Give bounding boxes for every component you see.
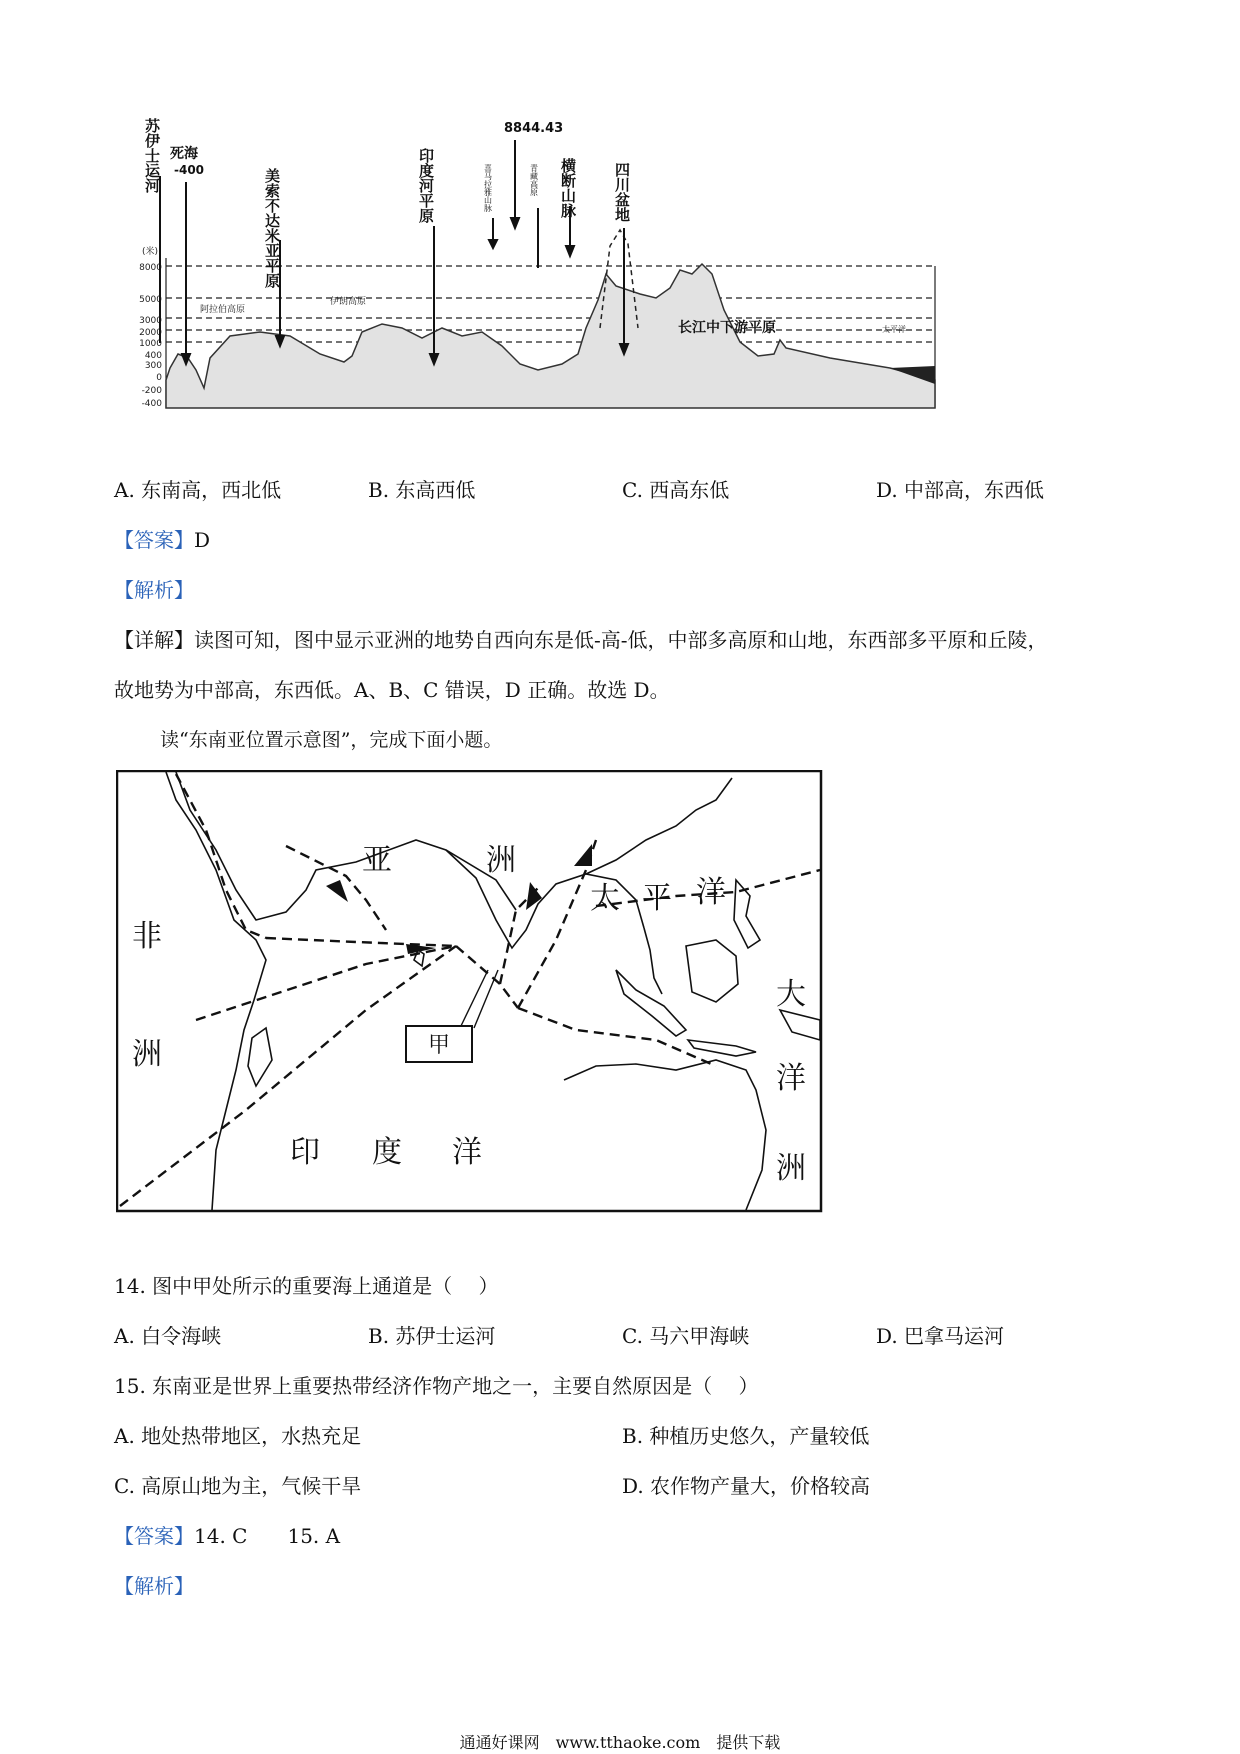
pacific-label-1: 太 bbox=[590, 881, 620, 916]
answer-value-15: 15. A bbox=[287, 1524, 341, 1548]
detail-line-1 bbox=[114, 626, 1048, 654]
indian-label-1: 印 bbox=[290, 1135, 320, 1170]
q14-stem: 14. 图中甲处所示的重要海上通道是（ ） bbox=[114, 1274, 499, 1298]
suez-label: 苏伊士运河 bbox=[143, 118, 161, 193]
pacific-label: 太平洋 bbox=[882, 325, 906, 334]
deadsea-value: -400 bbox=[174, 163, 205, 177]
answer-label: 【答案】 bbox=[114, 528, 194, 552]
q14-option-b[interactable]: B. 苏伊士运河 bbox=[368, 1324, 496, 1348]
arabia-label: 阿拉伯高原 bbox=[200, 305, 246, 315]
analysis-label: 【解析】 bbox=[114, 578, 194, 602]
intro-text: 读“东南亚位置示意图”，完成下面小题。 bbox=[160, 729, 503, 751]
detail-line-2: 故地势为中部高，东西低。A、B、C 错误，D 正确。故选 D。 bbox=[114, 678, 670, 702]
y-unit: (米) bbox=[141, 247, 158, 257]
y-tick: -200 bbox=[141, 386, 162, 396]
y-tick: 300 bbox=[144, 361, 162, 371]
answer-value-14: 14. C bbox=[194, 1524, 248, 1548]
q15-option-c[interactable]: C. 高原山地为主，气候干旱 bbox=[114, 1474, 362, 1498]
q13-option-a[interactable]: A. 东南高，西北低 bbox=[114, 478, 282, 502]
oceania-label-3: 洲 bbox=[776, 1151, 806, 1186]
southeast-asia-map bbox=[116, 770, 824, 1214]
meso-label: 美索不达米亚平原 bbox=[263, 168, 281, 288]
q15-option-b[interactable]: B. 种植历史悠久，产量较低 bbox=[622, 1424, 870, 1448]
y-tick: -400 bbox=[141, 399, 162, 409]
y-tick: 1000 bbox=[139, 339, 162, 349]
q14-option-c[interactable]: C. 马六甲海峡 bbox=[622, 1324, 750, 1348]
q13-option-d[interactable]: D. 中部高，东西低 bbox=[876, 478, 1045, 502]
y-tick: 5000 bbox=[139, 295, 162, 305]
y-tick: 0 bbox=[156, 373, 162, 383]
hengduan-label: 横断山脉 bbox=[559, 158, 577, 218]
indian-label-3: 洋 bbox=[452, 1135, 482, 1170]
yangtze-label: 长江中下游平原 bbox=[678, 320, 776, 336]
africa-label-2: 洲 bbox=[132, 1037, 162, 1072]
q15-option-d[interactable]: D. 农作物产量大，价格较高 bbox=[622, 1474, 871, 1498]
q13-option-b[interactable]: B. 东高西低 bbox=[368, 478, 476, 502]
indus-label: 印度河平原 bbox=[417, 148, 435, 223]
q13-option-c[interactable]: C. 西高东低 bbox=[622, 478, 730, 502]
detail-text-1: 读图可知，图中显示亚洲的地势自西向东是低-高-低，中部多高原和山地，东西部多平原和丘陵， bbox=[194, 628, 1048, 652]
y-tick: 400 bbox=[144, 351, 162, 361]
asia-label-2: 洲 bbox=[486, 843, 516, 878]
analysis-label: 【解析】 bbox=[114, 1574, 194, 1598]
iran-label: 伊朗高原 bbox=[330, 297, 367, 307]
q14-option-a[interactable]: A. 白令海峡 bbox=[114, 1324, 222, 1348]
pacific-label-2: 平 bbox=[642, 881, 672, 916]
y-tick: 2000 bbox=[139, 328, 162, 338]
africa-label-1: 非 bbox=[132, 919, 162, 954]
everest-value: 8844.43 bbox=[504, 121, 564, 136]
y-tick: 3000 bbox=[139, 316, 162, 326]
himalaya-label: 喜马拉雅山脉 bbox=[483, 164, 493, 212]
answer-value: D bbox=[194, 528, 211, 552]
pacific-label-3: 洋 bbox=[696, 875, 726, 910]
analysis-1 bbox=[114, 576, 194, 604]
q15-option-a[interactable]: A. 地处热带地区，水热充足 bbox=[114, 1424, 362, 1448]
q14-option-d[interactable]: D. 巴拿马运河 bbox=[876, 1324, 1005, 1348]
terrain-profile-figure bbox=[130, 118, 950, 418]
answer-label: 【答案】 bbox=[114, 1524, 194, 1548]
deadsea-label: 死海 bbox=[170, 146, 198, 162]
detail-label: 【详解】 bbox=[114, 628, 194, 652]
q15-stem: 15. 东南亚是世界上重要热带经济作物产地之一，主要自然原因是（ ） bbox=[114, 1374, 759, 1398]
terrain-profile-svg bbox=[130, 118, 950, 418]
map-svg bbox=[116, 770, 824, 1214]
page-footer: 通通好课网 www.tthaoke.com 提供下载 bbox=[459, 1733, 781, 1752]
y-tick: 8000 bbox=[139, 263, 162, 273]
indian-label-2: 度 bbox=[372, 1135, 402, 1170]
asia-label-1: 亚 bbox=[362, 843, 392, 878]
jia-label: 甲 bbox=[427, 1033, 451, 1058]
oceania-label-1: 大 bbox=[776, 977, 806, 1012]
analysis-2 bbox=[114, 1572, 194, 1600]
oceania-label-2: 洋 bbox=[776, 1061, 806, 1096]
answer-2 bbox=[114, 1522, 340, 1550]
tibet-label: 青藏高原 bbox=[529, 164, 539, 196]
answer-1 bbox=[114, 526, 210, 554]
sichuan-label: 四川盆地 bbox=[613, 162, 631, 222]
